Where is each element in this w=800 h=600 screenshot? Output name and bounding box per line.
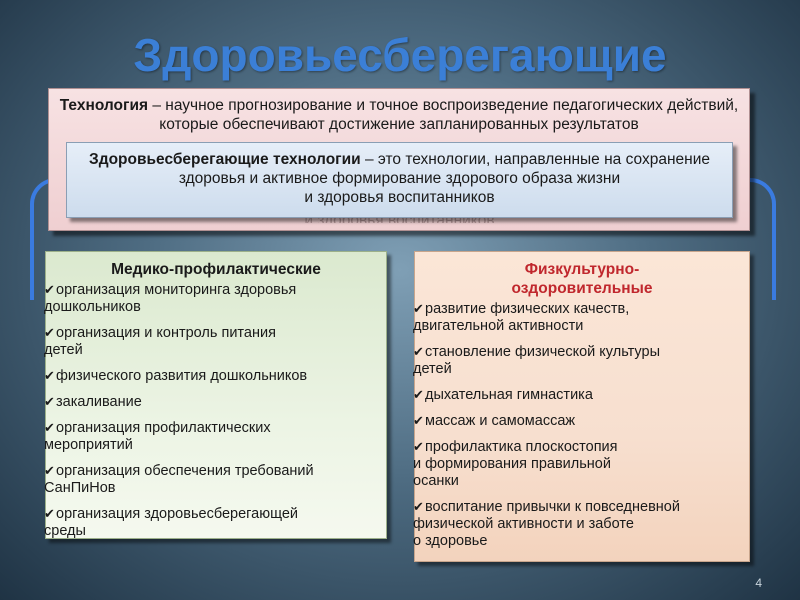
- list-item-text: становление физической культуры детей: [413, 344, 661, 377]
- list-item: [44, 393, 386, 411]
- checkmark-icon: ✔: [413, 344, 424, 359]
- technology-term: Технология: [59, 97, 149, 114]
- health-tech-definition-box: [66, 142, 733, 218]
- physical-health-heading-line2: оздоровительные: [511, 280, 653, 297]
- medical-preventive-list: [44, 281, 386, 540]
- checkmark-icon: ✔: [413, 387, 424, 402]
- medical-preventive-heading: Медико-профилактические: [111, 261, 321, 278]
- list-item: [413, 343, 749, 378]
- list-item-text: физического развития дошкольников: [56, 368, 308, 384]
- list-item-text: организация здоровьесберегающей среды: [44, 506, 298, 539]
- list-item-text: организация и контроль питания детей: [44, 325, 276, 358]
- checkmark-icon: ✔: [44, 394, 55, 409]
- list-item: [413, 300, 749, 335]
- checkmark-icon: ✔: [413, 439, 424, 454]
- list-item: [413, 438, 749, 490]
- health-tech-term: Здоровьесберегающие технологии: [89, 151, 361, 168]
- list-item: [44, 505, 386, 540]
- list-item-text: дыхательная гимнастика: [425, 387, 593, 403]
- health-tech-definition: – это технологии, направленные на сохранение здоровья и активное формирование здорового образа жизни: [178, 151, 710, 187]
- list-item-text: закаливание: [56, 394, 142, 410]
- list-item: [413, 498, 749, 550]
- list-item-text: организация мониторинга здоровья дошкольников: [44, 282, 297, 315]
- physical-health-heading: [415, 260, 749, 298]
- checkmark-icon: ✔: [413, 499, 424, 514]
- health-tech-definition-text: [67, 150, 732, 207]
- list-item: [44, 324, 386, 359]
- checkmark-icon: ✔: [413, 413, 424, 428]
- list-item: [44, 419, 386, 454]
- technology-definition-text: [49, 96, 749, 144]
- list-item: [413, 386, 749, 404]
- checkmark-icon: ✔: [413, 301, 424, 316]
- list-item-text: организация обеспечения требований СанПиНов: [44, 463, 314, 496]
- physical-health-heading-line1: Физкультурно-: [524, 261, 640, 278]
- health-tech-line-end: и здоровья воспитанников: [304, 189, 495, 206]
- medical-preventive-panel: [45, 251, 387, 539]
- list-item-text: развитие физических качеств, двигательной активности: [413, 301, 630, 334]
- list-item-text: профилактика плоскостопия и формирования правильной осанки: [413, 439, 618, 489]
- slide-title: Здоровьесберегающие: [133, 29, 667, 81]
- checkmark-icon: ✔: [44, 325, 55, 340]
- page-number: 4: [755, 576, 762, 590]
- list-item: [413, 412, 749, 430]
- technology-definition: – научное прогнозирование и точное воспроизведение педагогических действий, которые обеспечивают достижение запланированных результатов: [148, 97, 739, 133]
- checkmark-icon: ✔: [44, 282, 55, 297]
- list-item-text: воспитание привычки к повседневной физической активности и заботе о здоровье: [413, 499, 680, 549]
- physical-health-list: [413, 300, 749, 550]
- list-item-text: организация профилактических мероприятий: [44, 420, 271, 453]
- physical-health-panel: [414, 251, 750, 562]
- list-item: [44, 462, 386, 497]
- checkmark-icon: ✔: [44, 463, 55, 478]
- list-item: [44, 281, 386, 316]
- list-item: [44, 367, 386, 385]
- list-item-text: массаж и самомассаж: [425, 413, 576, 429]
- checkmark-icon: ✔: [44, 420, 55, 435]
- checkmark-icon: ✔: [44, 368, 55, 383]
- checkmark-icon: ✔: [44, 506, 55, 521]
